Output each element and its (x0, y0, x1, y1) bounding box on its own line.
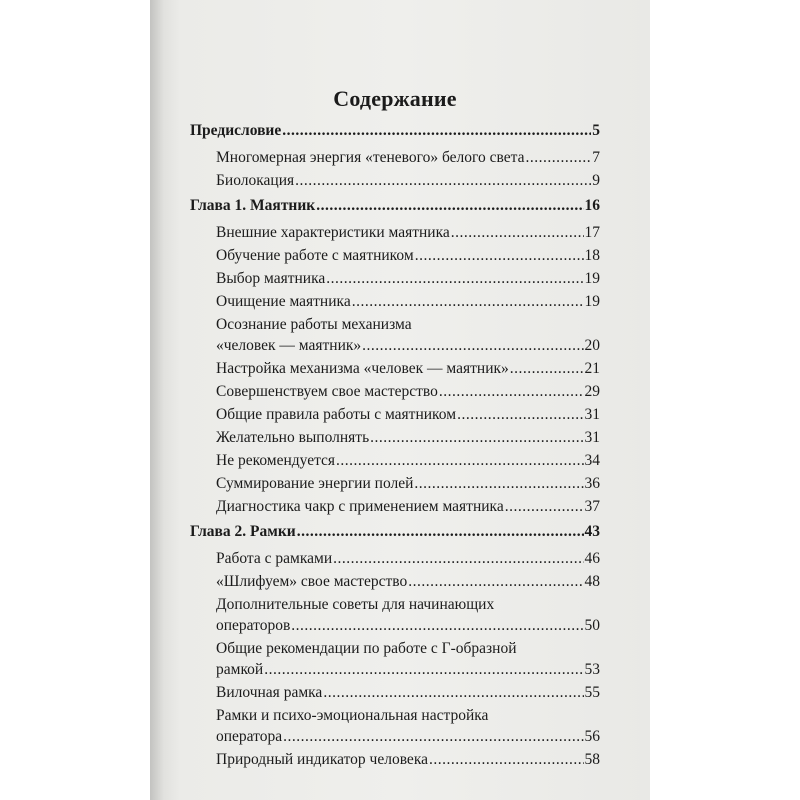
subentry-page-number: 31 (584, 406, 600, 423)
subentry-page-number: 31 (584, 429, 600, 446)
dot-leader (282, 120, 591, 141)
toc-subentry (190, 381, 600, 402)
dot-leader (297, 521, 584, 542)
subentry-title: Очищение маятника (216, 293, 351, 310)
subentry-title: Природный индикатор человека (216, 751, 428, 768)
subentry-title: Общие правила работы с маятником (216, 406, 457, 423)
subentry-page-number: 29 (584, 383, 600, 400)
subentry-title: Обучение работе с маятником (216, 247, 414, 264)
dot-leader (451, 222, 584, 243)
dot-leader (264, 659, 583, 680)
toc-subentry (190, 749, 600, 770)
toc-chapter-entry (190, 521, 600, 542)
dot-leader (439, 381, 584, 402)
subentry-title: Суммирование энергии полей (216, 475, 414, 492)
chapter-title: Глава 1. Маятник (190, 197, 316, 214)
toc-subentry (190, 268, 600, 289)
dot-leader (352, 291, 584, 312)
subentry-title: Совершенствуем свое мастерство (216, 383, 438, 400)
toc-subentry (190, 314, 600, 356)
toc-subentry (190, 170, 600, 191)
subentry-title: Многомерная энергия «теневого» белого света (216, 149, 525, 166)
chapter-page-number: 5 (592, 122, 600, 139)
dot-leader (457, 404, 583, 425)
subentry-page-number: 36 (584, 475, 600, 492)
toc-subentry (190, 548, 600, 569)
subentry-title: Выбор маятника (216, 270, 326, 287)
subentry-title: оператора (216, 728, 283, 745)
toc-subentry (190, 427, 600, 448)
dot-leader (510, 358, 584, 379)
subentry-title: Вилочная рамка (216, 684, 323, 701)
toc-subentry (190, 571, 600, 592)
dot-leader (408, 571, 583, 592)
subentry-page-number: 50 (584, 617, 600, 634)
subentry-title-line1: Рамки и психо-эмоциональная настройка (216, 707, 489, 724)
subentry-page-number: 20 (584, 337, 600, 354)
toc-subentry (190, 638, 600, 680)
table-of-contents (190, 86, 600, 772)
subentry-page-number: 56 (584, 728, 600, 745)
subentry-title-line1: Дополнительные советы для начинающих (216, 596, 495, 613)
dot-leader (370, 427, 583, 448)
subentry-title: Настройка механизма «человек — маятник» (216, 360, 509, 377)
subentry-page-number: 21 (584, 360, 600, 377)
subentry-page-number: 37 (584, 498, 600, 515)
dot-leader (316, 195, 583, 216)
subentry-page-number: 53 (584, 661, 600, 678)
subentry-page-number: 19 (584, 293, 600, 310)
chapter-title: Глава 2. Рамки (190, 523, 296, 540)
subentry-title-line1: Осознание работы механизма (216, 316, 412, 333)
dot-leader (429, 749, 584, 770)
toc-body (190, 120, 600, 770)
toc-subentry (190, 450, 600, 471)
subentry-title: Биолокация (216, 172, 295, 189)
toc-subentry (190, 222, 600, 243)
subentry-page-number: 17 (584, 224, 600, 241)
subentry-title: Желательно выполнять (216, 429, 370, 446)
subentry-page-number: 19 (584, 270, 600, 287)
subentry-title: «Шлифуем» свое мастерство (216, 573, 408, 590)
book-page (150, 0, 650, 800)
chapter-title: Предисловие (190, 122, 282, 139)
toc-subentry (190, 705, 600, 747)
dot-leader (505, 496, 584, 517)
subentry-page-number: 9 (592, 172, 600, 189)
dot-leader (415, 245, 584, 266)
dot-leader (323, 682, 583, 703)
subentry-title: Диагностика чакр с применением маятника (216, 498, 504, 515)
subentry-title: Не рекомендуется (216, 452, 336, 469)
dot-leader (525, 147, 591, 168)
chapter-page-number: 43 (584, 523, 600, 540)
subentry-page-number: 48 (584, 573, 600, 590)
dot-leader (295, 170, 591, 191)
subentry-page-number: 58 (584, 751, 600, 768)
toc-subentry (190, 496, 600, 517)
dot-leader (283, 726, 583, 747)
toc-subentry (190, 245, 600, 266)
dot-leader (414, 473, 583, 494)
dot-leader (291, 615, 583, 636)
toc-subentry (190, 594, 600, 636)
subentry-title: Внешние характеристики маятника (216, 224, 450, 241)
subentry-page-number: 34 (584, 452, 600, 469)
toc-subentry (190, 404, 600, 425)
dot-leader (333, 548, 583, 569)
dot-leader (336, 450, 583, 471)
dot-leader (326, 268, 583, 289)
toc-subentry (190, 147, 600, 168)
subentry-page-number: 18 (584, 247, 600, 264)
dot-leader (362, 335, 583, 356)
toc-subentry (190, 473, 600, 494)
toc-chapter-entry (190, 195, 600, 216)
subentry-title-line1: Общие рекомендации по работе с Г-образной (216, 640, 517, 657)
toc-subentry (190, 358, 600, 379)
toc-subentry (190, 291, 600, 312)
toc-chapter-entry (190, 120, 600, 141)
subentry-page-number: 55 (584, 684, 600, 701)
subentry-title: рамкой (216, 661, 264, 678)
toc-title: Содержание (333, 86, 457, 111)
subentry-title: операторов (216, 617, 291, 634)
subentry-page-number: 46 (584, 550, 600, 567)
chapter-page-number: 16 (584, 197, 600, 214)
subentry-page-number: 7 (592, 149, 600, 166)
toc-subentry (190, 682, 600, 703)
subentry-title: «человек — маятник» (216, 337, 362, 354)
subentry-title: Работа с рамками (216, 550, 333, 567)
